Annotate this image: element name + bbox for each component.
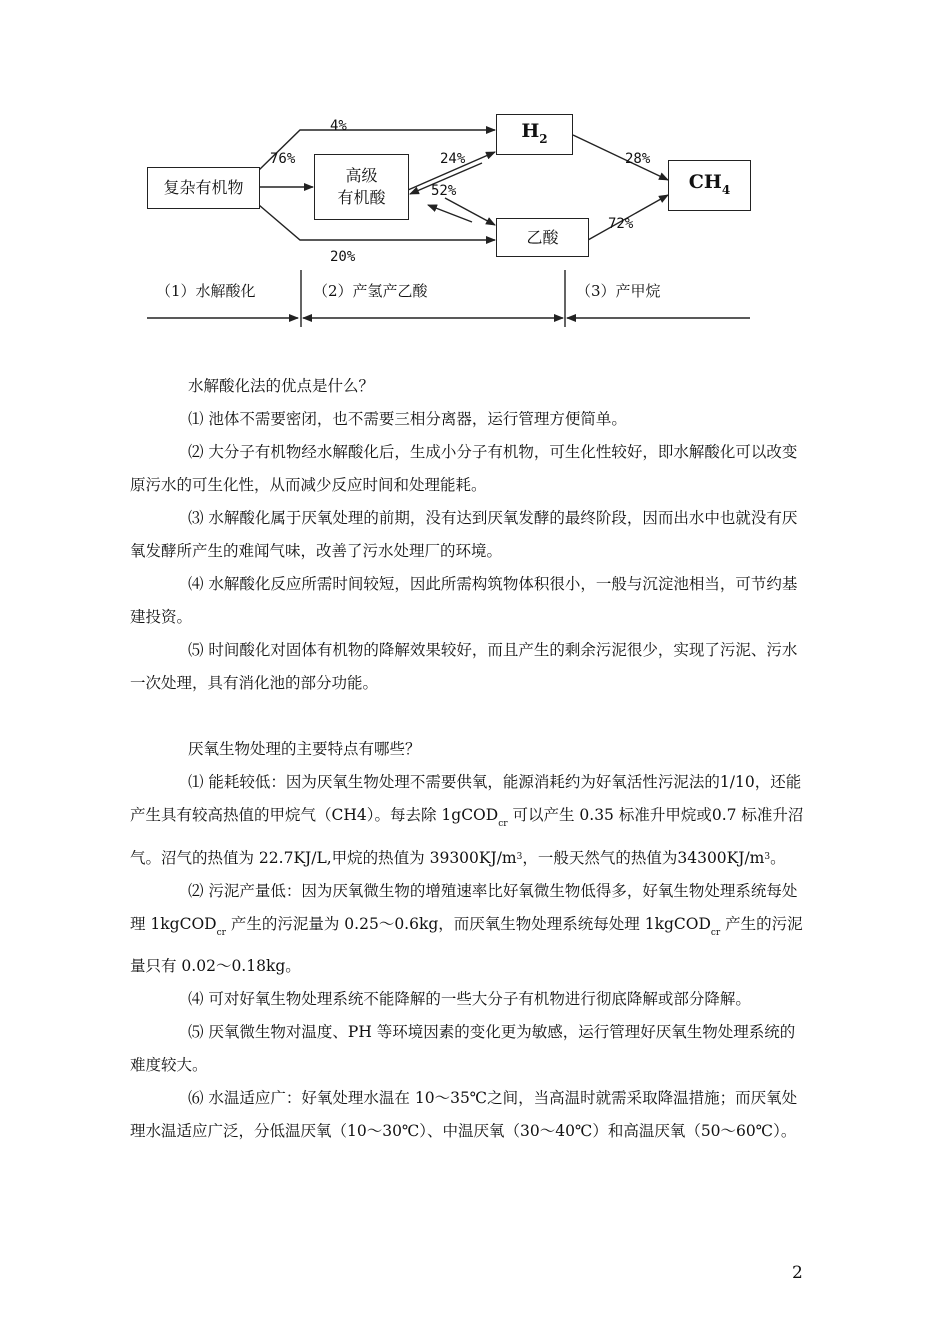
acetic-acid-box: [496, 218, 589, 257]
anaerobic-item-5: ⑸ 厌氧微生物对温度、PH 等环境因素的变化更为敏感，运行管理好厌氧生物处理系统的难度较大。: [130, 1023, 796, 1074]
hydrolysis-item-4: ⑷ 水解酸化反应所需时间较短，因此所需构筑物体积很小，一般与沉淀池相当，可节约基建投资。: [130, 575, 798, 626]
h2-label: $H_2$: [521, 119, 548, 146]
edge-label-acids-to-acetic: 52%: [431, 183, 457, 199]
hydrolysis-item-3: ⑶ 水解酸化属于厌氧处理的前期，没有达到厌氧发酵的最终阶段，因而出水中也就没有厌氧发酵所产生的难闻气味，改善了污水处理厂的环境。: [130, 509, 798, 560]
stage-methanogenesis-label: （3）产甲烷: [576, 282, 661, 300]
arrow-h2-to-ch4: [573, 135, 668, 180]
higher-acids-box: [314, 154, 409, 220]
h2-box: [496, 114, 573, 155]
complex-organics-box: [147, 167, 260, 209]
stage-hydrolysis-label: （1）水解酸化: [156, 282, 256, 300]
complex-organics-label: 复杂有机物: [163, 178, 244, 197]
edge-label-h2-to-ch4: 28%: [625, 151, 651, 167]
anaerobic-item-4: ⑷ 可对好氧生物处理系统不能降解的一些大分子有机物进行彻底降解或部分降解。: [188, 990, 751, 1008]
edge-label-to-acetic: 20%: [330, 249, 356, 265]
question-anaerobic-features: 厌氧生物处理的主要特点有哪些？: [188, 740, 421, 758]
anaerobic-item-2: ⑵ 污泥产量低：因为厌氧微生物的增殖速率比好氧微生物低得多，好氧生物处理系统每处理 1kgCOD$_{cr}$ 产生的污泥量为 0.25～0.6kg，而厌氧生物处理系统每处理 1kgCOD$_{cr}$ 产生的污泥量只有 0.02～0.18kg。: [130, 882, 803, 975]
edge-label-to-h2: 4%: [330, 118, 347, 134]
edge-label-acids-to-h2: 24%: [440, 151, 466, 167]
higher-acids-label-line2: 有机酸: [337, 188, 386, 207]
arrow-acetic-to-acids: [428, 205, 472, 222]
document-body: [130, 370, 805, 1148]
question-hydrolysis-advantages: 水解酸化法的优点是什么？: [188, 377, 375, 395]
hydrolysis-item-5: ⑸ 时间酸化对固体有机物的降解效果较好，而且产生的剩余污泥很少，实现了污泥、污水一次处理，具有消化池的部分功能。: [130, 641, 798, 692]
stage-acetogenesis-label: （2）产氢产乙酸: [313, 282, 428, 300]
higher-acids-label-line1: 高级: [345, 166, 378, 185]
acetic-acid-label: 乙酸: [526, 227, 559, 247]
anaerobic-item-6: ⑹ 水温适应广：好氧处理水温在 10～35℃之间，当高温时就需采取降温措施；而厌氧处理水温适应广泛，分低温厌氧（10～30℃）、中温厌氧（30～40℃）和高温厌氧（50～60℃）。: [130, 1089, 798, 1140]
hydrolysis-item-1: ⑴ 池体不需要密闭，也不需要三相分离器，运行管理方便简单。: [188, 410, 627, 428]
edge-label-to-higher-acids: 76%: [270, 151, 296, 167]
page-number: 2: [792, 1263, 803, 1283]
ch4-label: $CH_4$: [688, 170, 731, 197]
anaerobic-item-1: ⑴ 能耗较低：因为厌氧生物处理不需要供氧，能源消耗约为好氧活性污泥法的1/10，还能产生具有较高热值的甲烷气（CH4）。每去除 1gCOD$_{cr}$ 可以产生 0.35 标准升甲烷或0.7 标准升沼气。沼气的热值为 22.7KJ/L,甲烷的热值为 $39300KJ/m^3$，一般天然气的热值为$34300KJ/m^3$。: [130, 773, 804, 867]
ch4-box: [668, 160, 751, 211]
hydrolysis-item-2: ⑵ 大分子有机物经水解酸化后，生成小分子有机物，可生化性较好，即水解酸化可以改变原污水的可生化性，从而减少反应时间和处理能耗。: [130, 443, 798, 494]
edge-label-acetic-to-ch4: 72%: [608, 216, 634, 232]
anaerobic-process-diagram: [0, 0, 950, 340]
